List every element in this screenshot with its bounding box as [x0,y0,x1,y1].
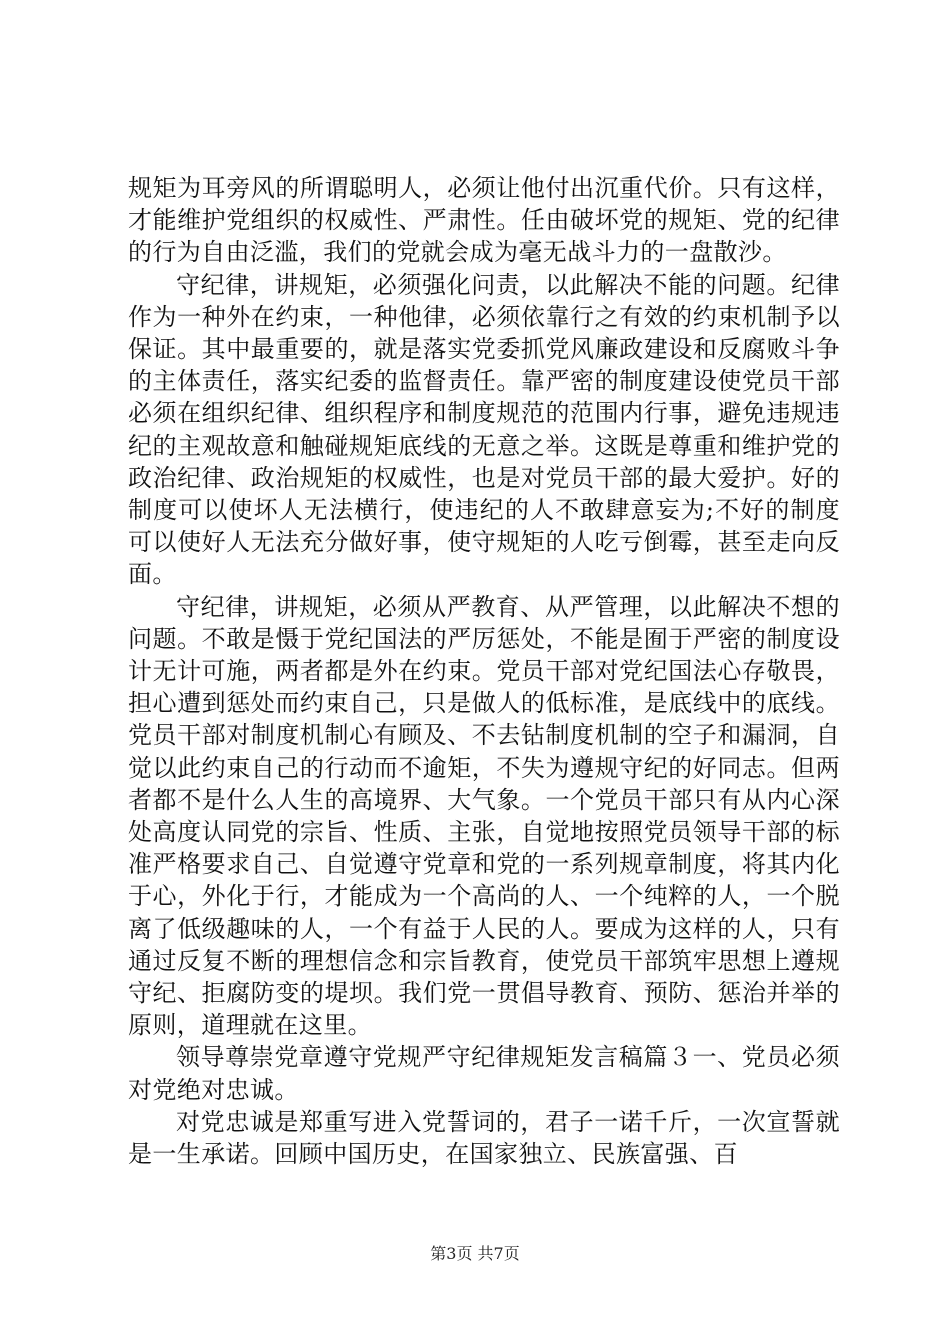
paragraph-loyalty: 对党忠诚是郑重写进入党誓词的，君子一诺千斤，一次宣誓就是一生承诺。回顾中国历史，在国家独立、民族富强、百 [128,1107,840,1169]
paragraph-education: 守纪律，讲规矩，必须从严教育、从严管理，以此解决不想的问题。不敢是慑于党纪国法的严厉惩处，不能是囿于严密的制度设计无计可施，两者都是外在约束。党员干部对党纪国法心存敬畏，担心遭到惩处而约束自己，只是做人的低标准，是底线中的底线。党员干部对制度机制心有顾及、不去钻制度机制的空子和漏洞，自觉以此约束自己的行动而不逾矩，不失为遵规守纪的好同志。但两者都不是什么人生的高境界、大气象。一个党员干部只有从内心深处高度认同党的宗旨、性质、主张，自觉地按照党员领导干部的标准严格要求自己、自觉遵守党章和党的一系列规章制度，将其内化于心，外化于行，才能成为一个高尚的人、一个纯粹的人，一个脱离了低级趣味的人，一个有益于人民的人。要成为这样的人，只有通过反复不断的理想信念和宗旨教育，使党员干部筑牢思想上遵规守纪、拒腐防变的堤坝。我们党一贯倡导教育、预防、惩治并举的原则，道理就在这里。 [128,592,840,1040]
paragraph-continuation: 规矩为耳旁风的所谓聪明人，必须让他付出沉重代价。只有这样，才能维护党组织的权威性、严肃性。任由破坏党的规矩、党的纪律的行为自由泛滥，我们的党就会成为毫无战斗力的一盘散沙。 [128,174,840,267]
page-number-footer: 第3页 共7页 [430,1244,520,1263]
document-body [128,172,840,1170]
paragraph-accountability: 守纪律，讲规矩，必须强化问责，以此解决不能的问题。纪律作为一种外在约束，一种他律，必须依靠行之有效的约束机制予以保证。其中最重要的，就是落实党委抓党风廉政建设和反腐败斗争的主体责任，落实纪委的监督责任。靠严密的制度建设使党员干部必须在组织纪律、组织程序和制度规范的范围内行事，避免违规违纪的主观故意和触碰规矩底线的无意之举。这既是尊重和维护党的政治纪律、政治规矩的权威性，也是对党员干部的最大爱护。好的制度可以使坏人无法横行，使违纪的人不敢肆意妄为;不好的制度可以使好人无法充分做好事，使守规矩的人吃亏倒霉，甚至走向反面。 [128,270,840,589]
section-heading-loyalty: 领导尊崇党章遵守党规严守纪律规矩发言稿篇３一、党员必须对党绝对忠诚。 [128,1043,840,1104]
